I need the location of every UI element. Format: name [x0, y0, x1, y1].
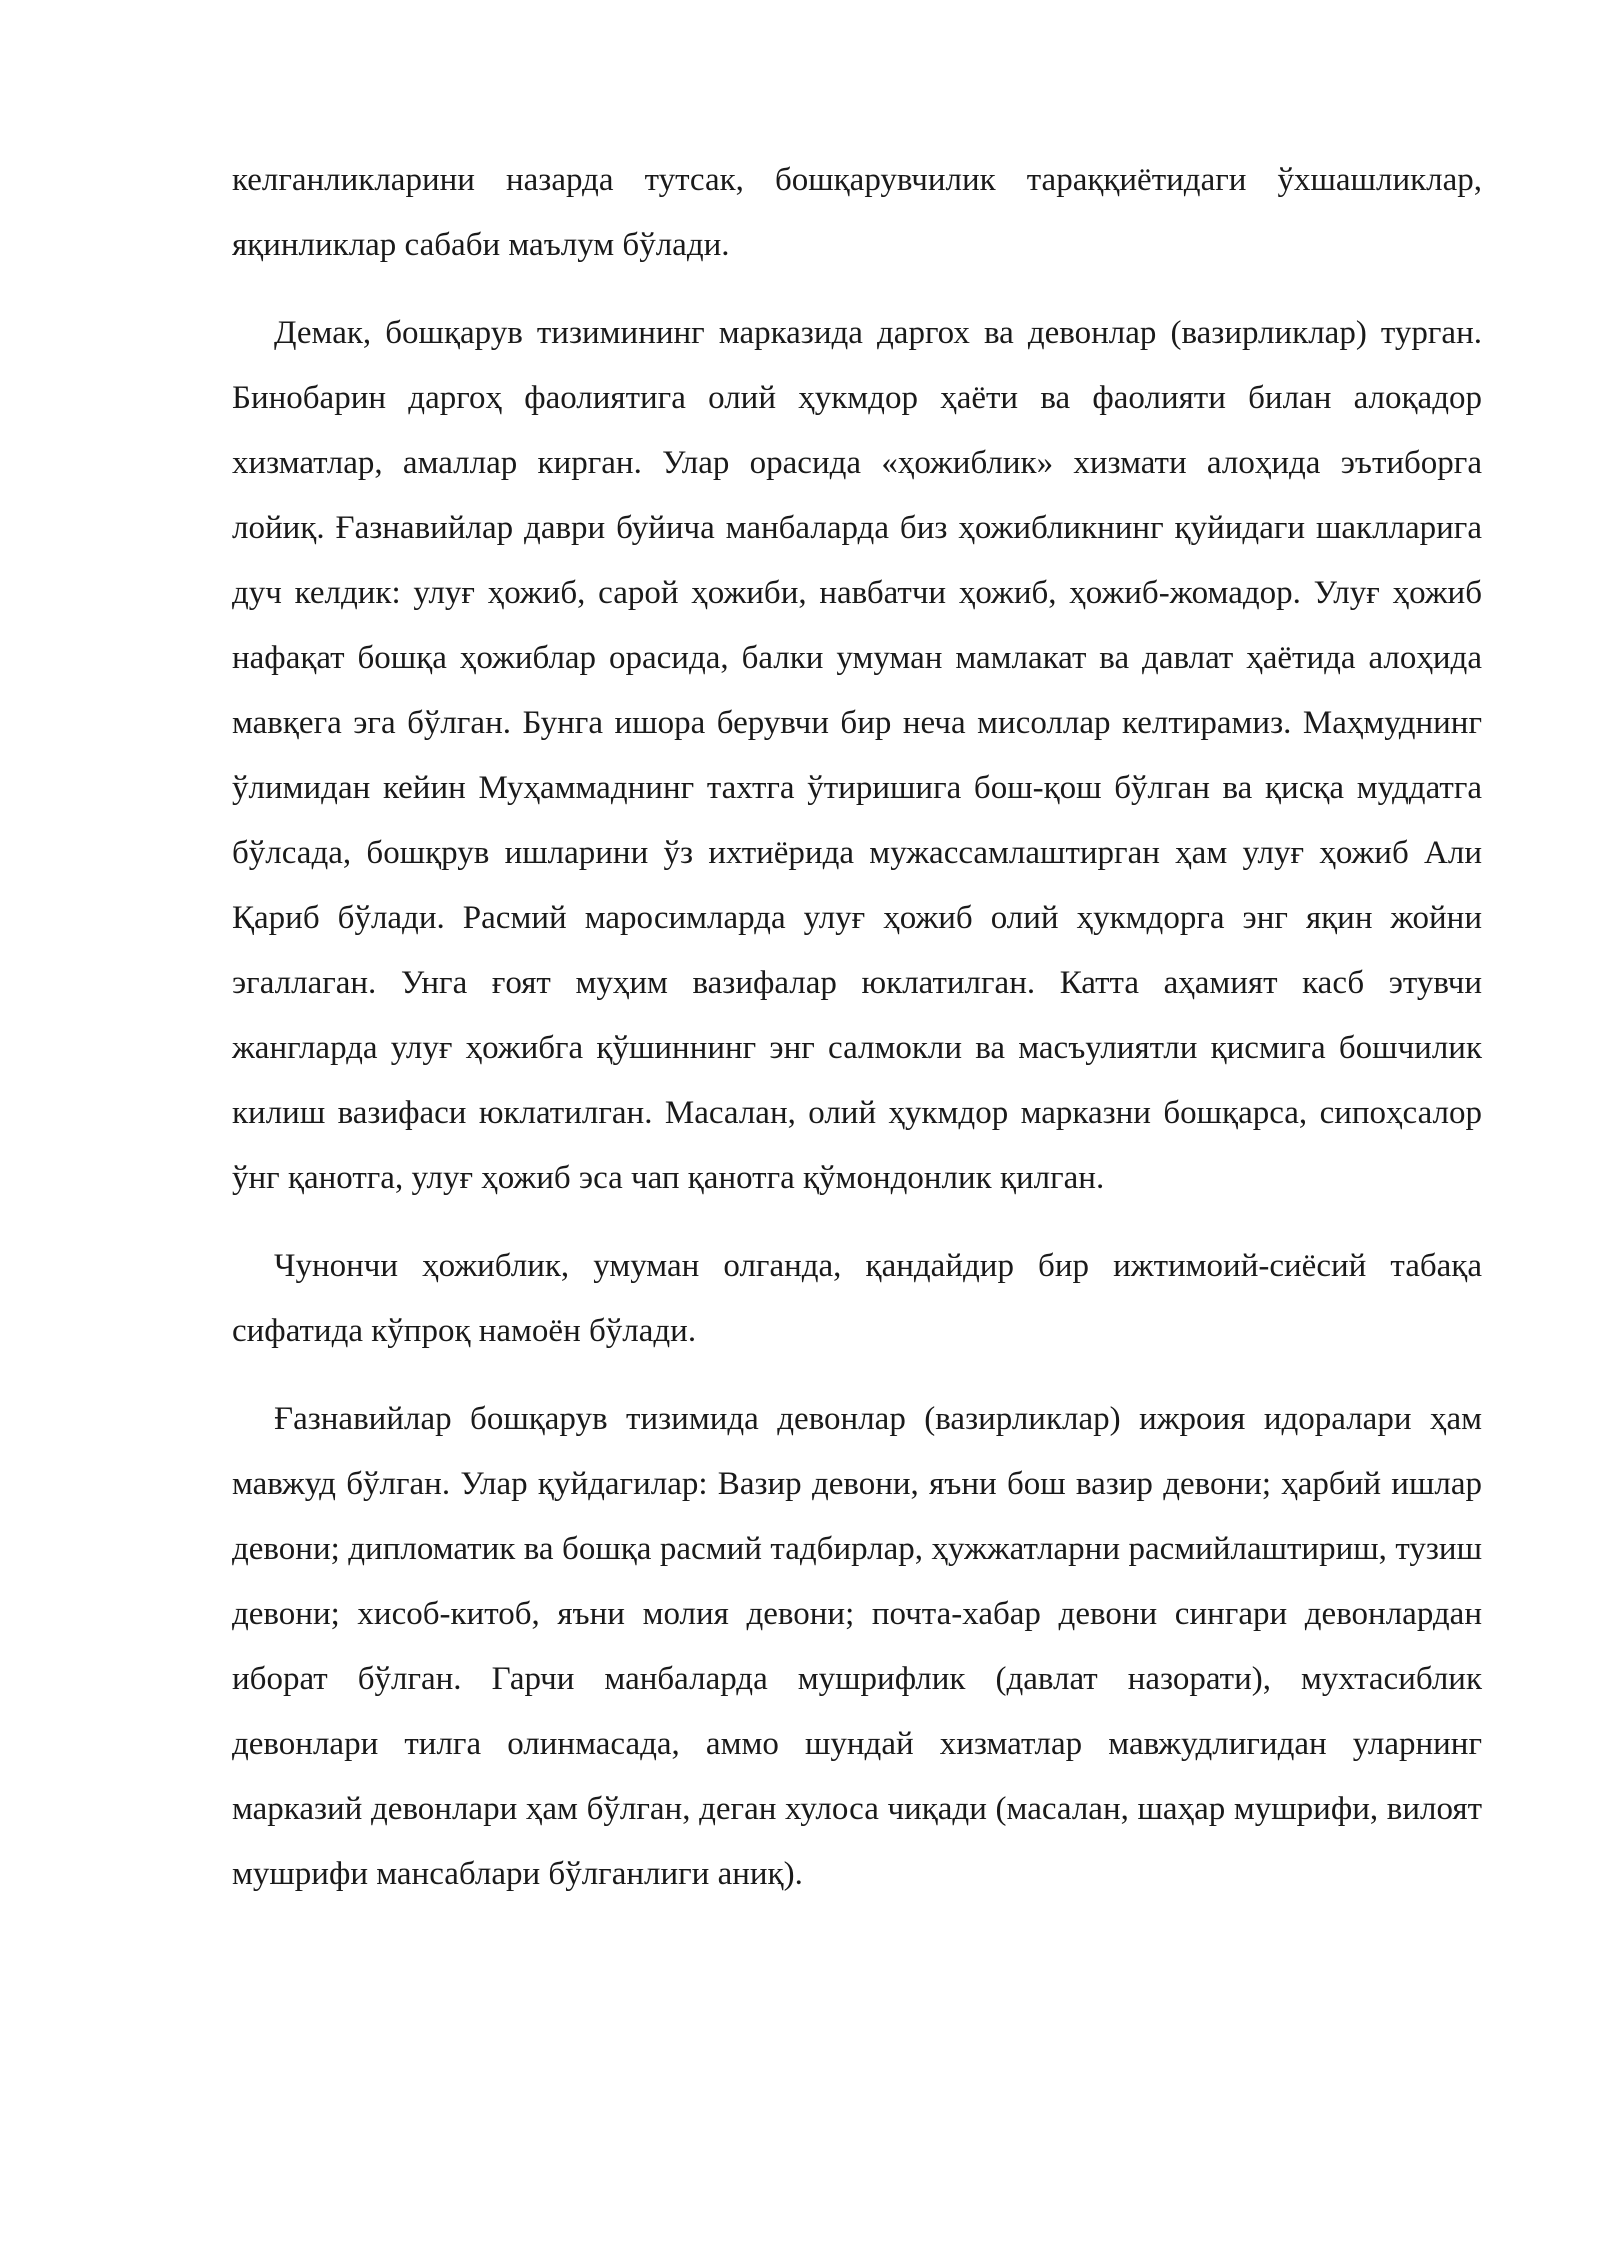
document-body	[232, 148, 1482, 1930]
paragraph-1: келганликларини назарда тутсак, бошқарувчилик тараққиётидаги ўхшашликлар, яқинликлар сабаби маълум бўлади.	[232, 162, 1482, 263]
paragraph-4: Ғазнавийлар бошқарув тизимида девонлар (вазирликлар) ижроия идоралари ҳам мавжуд бўлган. Улар қуйдагилар: Вазир девони, яъни бош вазир девони; ҳарбий ишлар девони; дипломатик ва бошқа расмий тадбирлар, ҳужжатларни расмийлаштириш, тузиш девони; хисоб-китоб, яъни молия девони; почта-хабар девони сингари девонлардан иборат бўлган. Гарчи манбаларда мушрифлик (давлат назорати), мухтасиблик девонлари тилга олинмасада, аммо шундай хизматлар мавжудлигидан уларнинг марказий девонлари ҳам бўлган, деган хулоса чиқади (масалан, шаҳар мушрифи, вилоят мушрифи мансаблари бўлганлиги аниқ).	[232, 1401, 1482, 1892]
paragraph-3: Чунончи ҳожиблик, умуман олганда, қандайдир бир ижтимоий-сиёсий табақа сифатида кўпроқ намоён бўлади.	[232, 1248, 1482, 1349]
paragraph-2: Демак, бошқарув тизимининг марказида даргох ва девонлар (вазирликлар) турган. Бинобарин даргоҳ фаолиятига олий ҳукмдор ҳаёти ва фаолияти билан алоқадор хизматлар, амаллар кирган. Улар орасида «ҳожиблик» хизмати алоҳида эътиборга лойиқ. Ғазнавийлар даври буйича манбаларда биз ҳожибликнинг қуйидаги шаклларига дуч келдик: улуғ ҳожиб, сарой ҳожиби, навбатчи ҳожиб, ҳожиб-жомадор. Улуғ ҳожиб нафақат бошқа ҳожиблар орасида, балки умуман мамлакат ва давлат ҳаётида алоҳида мавқега эга бўлган. Бунга ишора берувчи бир неча мисоллар келтирамиз. Маҳмуднинг ўлимидан кейин Муҳаммаднинг тахтга ўтиришига бош-қош бўлган ва қисқа муддатга бўлсада, бошқрув ишларини ўз ихтиёрида мужассамлаштирган ҳам улуғ ҳожиб Али Қариб бўлади. Расмий маросимларда улуғ ҳожиб олий ҳукмдорга энг яқин жойни эгаллаган. Унга ғоят муҳим вазифалар юклатилган. Катта аҳамият касб этувчи жангларда улуғ ҳожибга қўшиннинг энг салмокли ва масъулиятли қисмига бошчилик килиш вазифаси юклатилган. Масалан, олий ҳукмдор марказни бошқарса, сипоҳсалор ўнг қанотга, улуғ ҳожиб эса чап қанотга қўмондонлик қилган.	[232, 315, 1482, 1196]
